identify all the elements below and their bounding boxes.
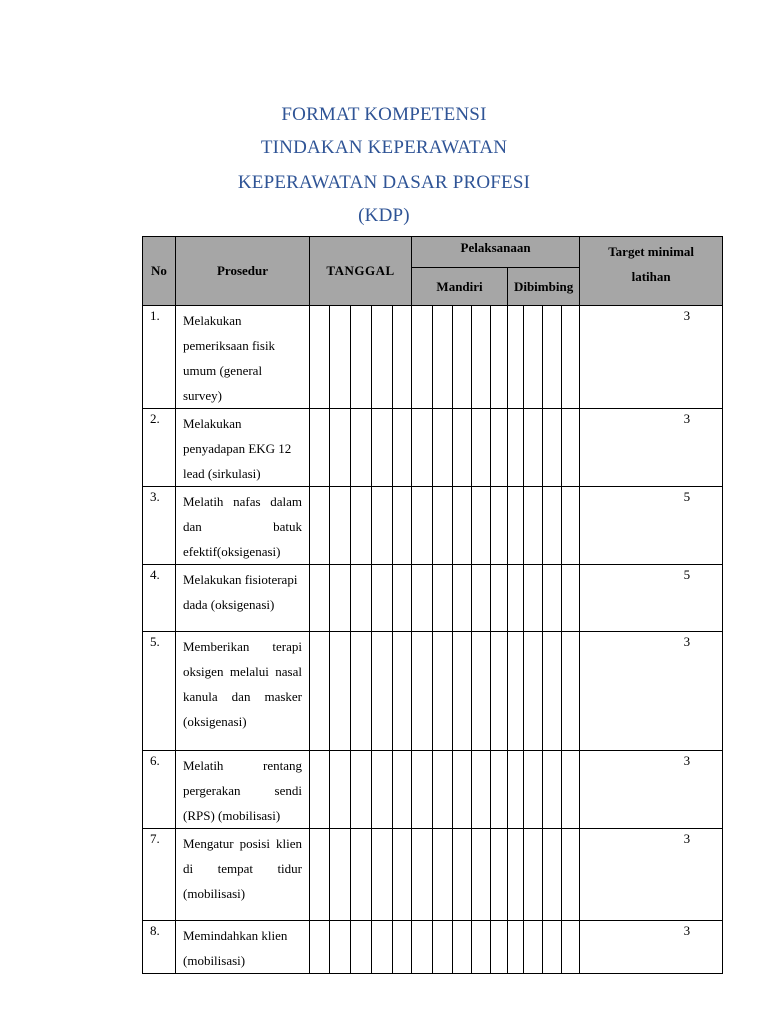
table-row bbox=[143, 751, 723, 829]
row-prosedur: Melakukan pemeriksaan fisik umum (general survey) bbox=[176, 306, 310, 409]
row-target: 3 bbox=[654, 829, 723, 921]
row-target: 3 bbox=[654, 306, 723, 409]
row-number: 5. bbox=[143, 632, 176, 751]
competency-table bbox=[142, 236, 723, 974]
row-number: 8. bbox=[143, 921, 176, 974]
header-no: No bbox=[143, 237, 176, 306]
row-number: 4. bbox=[143, 565, 176, 632]
row-prosedur: Melatih rentang pergerakan sendi (RPS) (mobilisasi) bbox=[176, 751, 310, 829]
row-target: 3 bbox=[654, 409, 723, 487]
table-row bbox=[143, 306, 723, 409]
title-line-1: FORMAT KOMPETENSI bbox=[281, 104, 487, 125]
table-row bbox=[143, 829, 723, 921]
table-row bbox=[143, 921, 723, 974]
row-target: 5 bbox=[654, 565, 723, 632]
row-number: 3. bbox=[143, 487, 176, 565]
row-target: 3 bbox=[654, 632, 723, 751]
title-line-4: (KDP) bbox=[358, 205, 410, 226]
table-row bbox=[143, 409, 723, 487]
table-row bbox=[143, 632, 723, 751]
row-target: 3 bbox=[654, 921, 723, 974]
row-number: 6. bbox=[143, 751, 176, 829]
row-prosedur: Melatih nafas dalam dan batuk efektif(oksigenasi) bbox=[176, 487, 310, 565]
row-prosedur: Memindahkan klien (mobilisasi) bbox=[176, 921, 310, 974]
title-line-2: TINDAKAN KEPERAWATAN bbox=[260, 137, 508, 158]
row-target: 5 bbox=[654, 487, 723, 565]
row-prosedur: Melakukan penyadapan EKG 12 lead (sirkulasi) bbox=[176, 409, 310, 487]
table-row bbox=[143, 565, 723, 632]
header-dibimbing: Dibimbing bbox=[508, 268, 580, 306]
row-number: 2. bbox=[143, 409, 176, 487]
row-number: 1. bbox=[143, 306, 176, 409]
header-target-line1: Target minimal bbox=[608, 244, 695, 259]
title-line-3: KEPERAWATAN DASAR PROFESI bbox=[237, 172, 531, 193]
header-target-line2: latihan bbox=[631, 269, 671, 284]
row-prosedur: Memberikan terapi oksigen melalui nasal kanula dan masker (oksigenasi) bbox=[176, 632, 310, 751]
row-prosedur: Melakukan fisioterapi dada (oksigenasi) bbox=[176, 565, 310, 632]
header-tanggal: TANGGAL bbox=[310, 237, 412, 306]
header-mandiri: Mandiri bbox=[412, 268, 508, 306]
header-target bbox=[580, 237, 723, 306]
row-target: 3 bbox=[654, 751, 723, 829]
header-pelaksanaan: Pelaksanaan bbox=[412, 237, 580, 268]
table-row bbox=[143, 487, 723, 565]
row-number: 7. bbox=[143, 829, 176, 921]
row-prosedur: Mengatur posisi klien di tempat tidur (mobilisasi) bbox=[176, 829, 310, 921]
header-prosedur: Prosedur bbox=[176, 237, 310, 306]
